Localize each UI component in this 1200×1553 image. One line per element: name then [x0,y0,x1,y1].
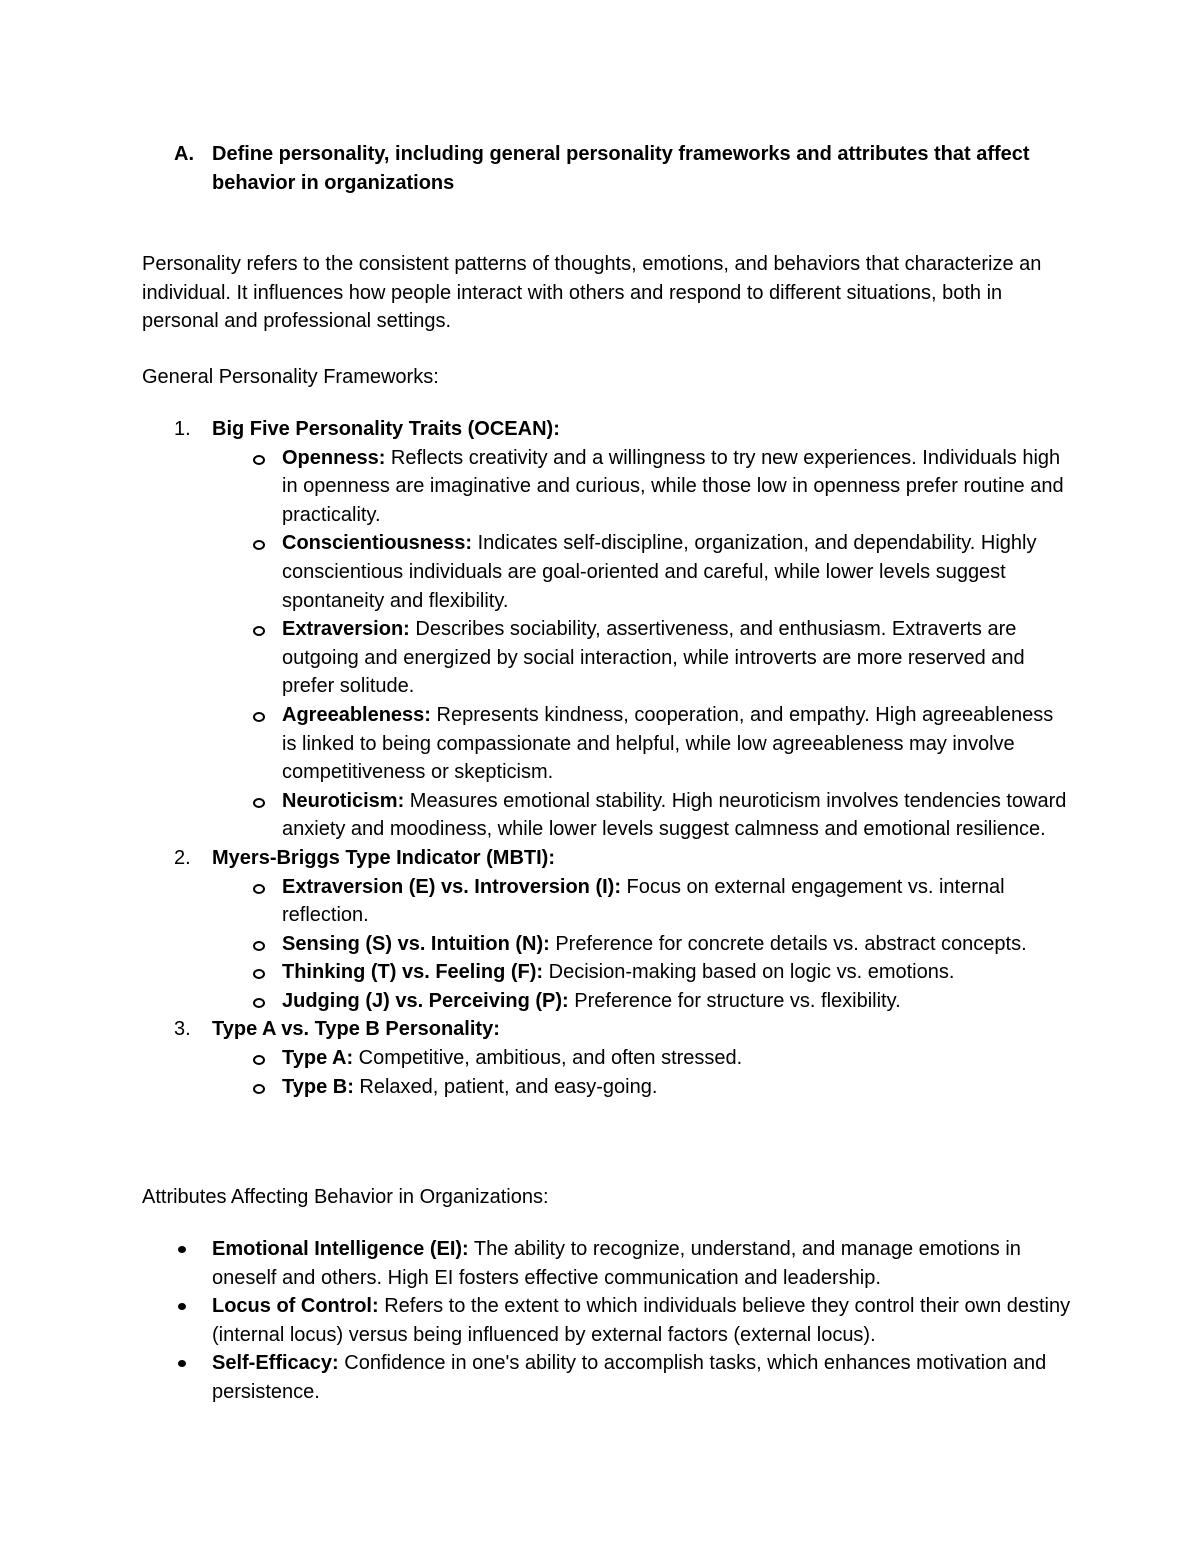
mbti-term: Sensing (S) vs. Intuition (N): [282,932,550,955]
framework-item [142,844,1072,1016]
framework-sublist [212,444,1072,844]
type-description: Competitive, ambitious, and often stressed. [353,1047,743,1070]
hollow-bullet-icon [253,1084,265,1094]
mbti-term: Extraversion (E) vs. Introversion (I): [282,875,621,898]
framework-title: Myers-Briggs Type Indicator (MBTI): [212,846,555,869]
trait-item [212,787,1072,844]
trait-term: Conscientiousness: [282,532,473,555]
hollow-bullet-icon [253,455,265,465]
hollow-bullet-icon [253,969,265,979]
section-marker: A. [174,143,194,165]
hollow-bullet-icon [253,941,265,951]
section-heading-text: Define personality, including general personality frameworks and attributes that affect behavior in organizations [212,143,1030,194]
type-term: Type B: [282,1075,354,1098]
hollow-bullet-icon [253,1055,265,1065]
mbti-term: Judging (J) vs. Perceiving (P): [282,989,569,1012]
frameworks-label: General Personality Frameworks: [142,366,439,388]
mbti-description: Preference for concrete details vs. abstract concepts. [549,932,1027,955]
trait-item [212,444,1072,530]
trait-description: Reflects creativity and a willingness to try new experiences. Individuals high in openness are imaginative and curious, while those low in openness prefer routine and practicality. [282,446,1064,526]
attributes-label: Attributes Affecting Behavior in Organizations: [142,1186,549,1208]
hollow-bullet-icon [253,798,265,808]
framework-item [142,1015,1072,1101]
attribute-item [142,1349,1072,1406]
trait-description: Represents kindness, cooperation, and empathy. High agreeableness is linked to being compassionate and helpful, while low agreeableness may involve competitiveness or skepticism. [282,703,1054,784]
attribute-term: Self-Efficacy: [212,1352,339,1375]
framework-sublist [212,873,1072,1016]
attribute-term: Locus of Control: [212,1295,379,1318]
attribute-description: The ability to recognize, understand, and manage emotions in oneself and others. High EI fosters effective communication and leadership. [212,1238,1021,1289]
intro-paragraph: Personality refers to the consistent patterns of thoughts, emotions, and behaviors that characterize an individual. It influences how people interact with others and respond to different situations, both in personal and professional settings. [142,253,1042,333]
attribute-description: Confidence in one's ability to accomplish tasks, which enhances motivation and persistence. [212,1352,1047,1403]
section-heading [142,140,1062,198]
framework-item [142,415,1072,844]
trait-item [212,701,1072,787]
framework-title: Big Five Personality Traits (OCEAN): [212,418,560,440]
mbti-description: Decision-making based on logic vs. emotions. [543,961,955,984]
mbti-item [212,873,1072,930]
trait-item [212,615,1072,701]
hollow-bullet-icon [253,626,265,636]
mbti-term: Thinking (T) vs. Feeling (F): [282,961,544,984]
bullet-icon [178,1246,186,1253]
mbti-item [212,930,1072,959]
trait-term: Agreeableness: [282,703,431,726]
bullet-icon [178,1303,186,1310]
trait-term: Openness: [282,446,386,469]
trait-description: Describes sociability, assertiveness, and enthusiasm. Extraverts are outgoing and energized by social interaction, while introverts are more reserved and prefer solitude. [282,618,1025,698]
mbti-item [212,987,1072,1016]
trait-item [212,529,1072,615]
trait-description: Indicates self-discipline, organization, and dependability. Highly conscientious individuals are goal-oriented and careful, while lower levels suggest spontaneity and flexibility. [282,532,1037,612]
mbti-description: Focus on external engagement vs. internal reflection. [282,875,1005,927]
attribute-description: Refers to the extent to which individuals believe they control their own destiny (internal locus) versus being influenced by external factors (external locus). [212,1295,1071,1346]
trait-term: Extraversion: [282,618,410,641]
frameworks-list [142,415,1072,1101]
attribute-term: Emotional Intelligence (EI): [212,1238,469,1260]
hollow-bullet-icon [253,712,265,722]
attribute-item [142,1235,1072,1292]
hollow-bullet-icon [253,998,265,1008]
mbti-item [212,958,1072,987]
framework-number: 2. [174,846,191,869]
attributes-list [142,1235,1072,1407]
type-item [212,1044,1072,1073]
mbti-description: Preference for structure vs. flexibility. [568,989,901,1012]
hollow-bullet-icon [253,540,265,550]
type-item [212,1073,1072,1102]
trait-description: Measures emotional stability. High neuroticism involves tendencies toward anxiety and moodiness, while lower levels suggest calmness and emotional resilience. [282,789,1067,841]
trait-term: Neuroticism: [282,789,405,812]
hollow-bullet-icon [253,884,265,894]
framework-title: Type A vs. Type B Personality: [212,1018,500,1041]
framework-number: 3. [174,1018,191,1041]
type-term: Type A: [282,1047,354,1070]
attribute-item [142,1292,1072,1349]
bullet-icon [178,1360,186,1367]
framework-sublist [212,1044,1072,1101]
framework-number: 1. [174,418,191,440]
type-description: Relaxed, patient, and easy-going. [353,1075,658,1098]
